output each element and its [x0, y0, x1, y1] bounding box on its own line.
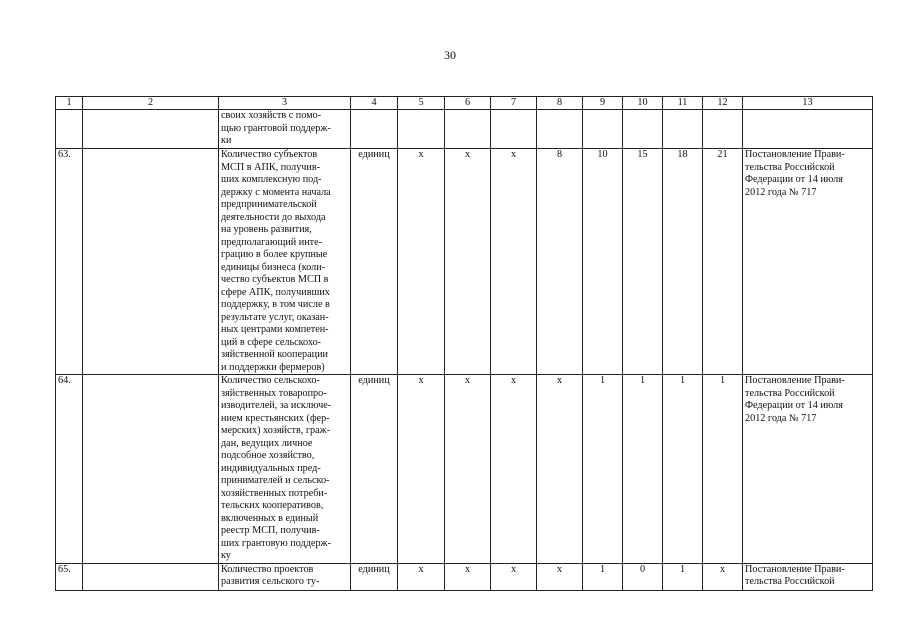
- value-cell: [398, 110, 445, 149]
- col2-cell: [83, 149, 219, 375]
- value-cell: x: [491, 375, 537, 564]
- value-cell: x: [445, 375, 491, 564]
- value-cell: [663, 110, 703, 149]
- page-number: 30: [444, 48, 456, 62]
- value-cell: x: [537, 563, 583, 590]
- header-cell: 1: [56, 97, 83, 110]
- value-cell: x: [703, 563, 743, 590]
- indicator-text: Количество субъектов МСП в АПК, получив- ших комплексную под- держку с момента начала предпринимательской деятельности до выхода на уровень развития, предполагающий инте- грацию в более крупные единицы бизнеса (коли- чество субъектов МСП в сфере АПК, получивших поддержку, в том числе в результате услуг, оказан- ных центрами компетен- ций в сфере сельскохо- зяйственной кооперации и поддержки фермеров): [219, 149, 351, 375]
- value-cell: 1: [663, 375, 703, 564]
- value-cell: 10: [583, 149, 623, 375]
- unit-cell: [351, 110, 398, 149]
- value-cell: 8: [537, 149, 583, 375]
- value-cell: x: [398, 563, 445, 590]
- value-cell: x: [398, 375, 445, 564]
- row-number: [56, 110, 83, 149]
- legal-basis-cell: Постановление Прави- тельства Российской Федерации от 14 июля 2012 года № 717: [743, 149, 873, 375]
- indicator-text: Количество сельскохо- зяйственных товаропро- изводителей, за исключе- нием крестьянских (фер- мерских) хозяйств, граж- дан, ведущих личное подсобное хозяйство, индивидуальных пред- принимателей и сельско- хозяйственных потреби- тельских кооперативов, включенных в единый реестр МСП, получив- ших грантовую поддерж- ку: [219, 375, 351, 564]
- table-row: [56, 375, 873, 564]
- legal-basis-cell: Постановление Прави- тельства Российской: [743, 563, 873, 590]
- row-number: 64.: [56, 375, 83, 564]
- value-cell: [583, 110, 623, 149]
- value-cell: 18: [663, 149, 703, 375]
- value-cell: 1: [623, 375, 663, 564]
- table-row: [56, 563, 873, 590]
- value-cell: 15: [623, 149, 663, 375]
- value-cell: [445, 110, 491, 149]
- indicators-table: [55, 96, 873, 591]
- col2-cell: [83, 563, 219, 590]
- value-cell: [703, 110, 743, 149]
- header-cell: 4: [351, 97, 398, 110]
- header-cell: 5: [398, 97, 445, 110]
- col2-cell: [83, 375, 219, 564]
- value-cell: 1: [663, 563, 703, 590]
- header-cell: 12: [703, 97, 743, 110]
- legal-basis-cell: Постановление Прави- тельства Российской Федерации от 14 июля 2012 года № 717: [743, 375, 873, 564]
- unit-cell: единиц: [351, 375, 398, 564]
- row-number: 65.: [56, 563, 83, 590]
- col2-cell: [83, 110, 219, 149]
- unit-cell: единиц: [351, 149, 398, 375]
- value-cell: [537, 110, 583, 149]
- header-cell: 13: [743, 97, 873, 110]
- value-cell: [491, 110, 537, 149]
- value-cell: x: [491, 563, 537, 590]
- header-cell: 3: [219, 97, 351, 110]
- value-cell: x: [491, 149, 537, 375]
- header-cell: 9: [583, 97, 623, 110]
- indicator-text: Количество проектов развития сельского ту-: [219, 563, 351, 590]
- value-cell: x: [398, 149, 445, 375]
- value-cell: 1: [583, 563, 623, 590]
- value-cell: x: [445, 563, 491, 590]
- header-cell: 10: [623, 97, 663, 110]
- value-cell: 1: [583, 375, 623, 564]
- header-cell: 8: [537, 97, 583, 110]
- table-header-row: [56, 97, 873, 110]
- value-cell: 21: [703, 149, 743, 375]
- unit-cell: единиц: [351, 563, 398, 590]
- legal-basis-cell: [743, 110, 873, 149]
- table-row: [56, 110, 873, 149]
- value-cell: x: [537, 375, 583, 564]
- header-cell: 11: [663, 97, 703, 110]
- value-cell: 0: [623, 563, 663, 590]
- value-cell: x: [445, 149, 491, 375]
- indicator-text: своих хозяйств с помо- щью грантовой поддерж- ки: [219, 110, 351, 149]
- table-row: [56, 149, 873, 375]
- header-cell: 2: [83, 97, 219, 110]
- row-number: 63.: [56, 149, 83, 375]
- value-cell: 1: [703, 375, 743, 564]
- value-cell: [623, 110, 663, 149]
- header-cell: 7: [491, 97, 537, 110]
- header-cell: 6: [445, 97, 491, 110]
